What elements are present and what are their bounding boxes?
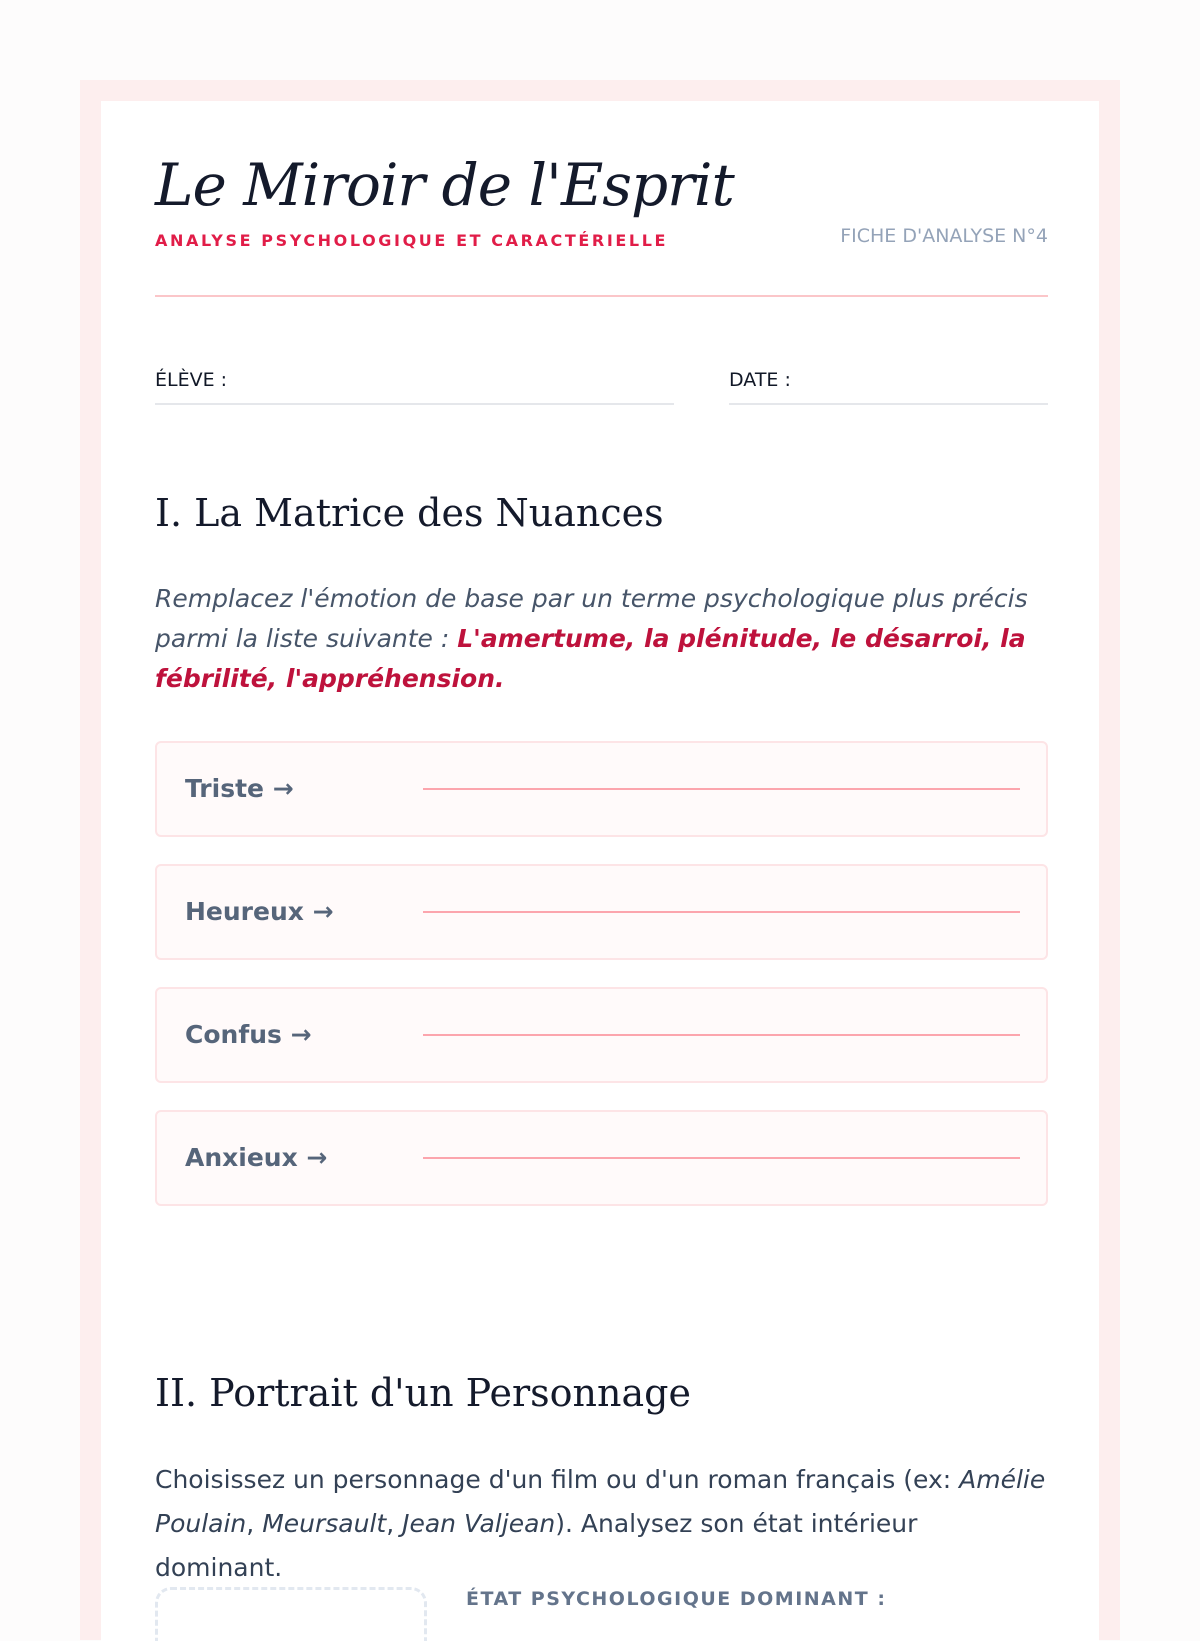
answer-line[interactable]: [423, 788, 1020, 790]
section-2-title: II. Portrait d'un Personnage: [155, 1371, 691, 1415]
nuance-row-triste: [155, 741, 1048, 837]
section-1-instruction: [155, 579, 1048, 699]
example-character-2: Meursault: [262, 1509, 387, 1538]
student-label: ÉLÈVE :: [155, 369, 228, 391]
sheet-number: FICHE D'ANALYSE N°4: [840, 225, 1048, 247]
nuance-row-anxieux: [155, 1110, 1048, 1206]
section-2-instruction-end: ). Analysez son état intérieur dominant.: [155, 1509, 918, 1582]
worksheet-content: [155, 101, 1048, 1610]
date-label: DATE :: [729, 369, 791, 391]
nuance-row-label: Confus →: [185, 1020, 312, 1049]
nuance-row-confus: [155, 987, 1048, 1083]
section-2-instruction-start: Choisissez un personnage d'un film ou d'un roman français (ex:: [155, 1465, 960, 1494]
nuance-row-label: Heureux →: [185, 897, 334, 926]
worksheet-subtitle: ANALYSE PSYCHOLOGIQUE ET CARACTÉRIELLE: [155, 231, 669, 250]
example-separator: ,: [386, 1509, 403, 1538]
section-1-title: I. La Matrice des Nuances: [155, 491, 664, 535]
section-1-instruction-text: Remplacez l'émotion de base par un terme psychologique plus précis parmi la liste suivante :: [155, 584, 1028, 653]
date-field[interactable]: [729, 369, 1048, 405]
nuance-row-heureux: [155, 864, 1048, 960]
nuance-row-label: Triste →: [185, 774, 294, 803]
example-separator: ,: [246, 1509, 263, 1538]
nuance-row-label: Anxieux →: [185, 1143, 328, 1172]
nuance-rows: [155, 741, 1048, 1233]
student-fields: [155, 297, 1048, 407]
student-name-field[interactable]: [155, 369, 674, 405]
example-character-3: Jean Valjean: [402, 1509, 556, 1538]
emotion-word-list: L'amertume, la plénitude, le désarroi, la fébrilité, l'appréhension.: [155, 624, 1026, 693]
worksheet-header: [155, 101, 1048, 297]
portrait-drawing-box[interactable]: [155, 1587, 427, 1641]
answer-line[interactable]: [423, 911, 1020, 913]
section-2-instruction: [155, 1458, 1048, 1590]
example-character-1: Amélie Poulain: [155, 1465, 1046, 1538]
worksheet-title: Le Miroir de l'Esprit: [155, 151, 734, 219]
dominant-state-label: ÉTAT PSYCHOLOGIQUE DOMINANT :: [466, 1588, 887, 1610]
answer-line[interactable]: [423, 1034, 1020, 1036]
answer-line[interactable]: [423, 1157, 1020, 1159]
worksheet: [101, 101, 1099, 1641]
